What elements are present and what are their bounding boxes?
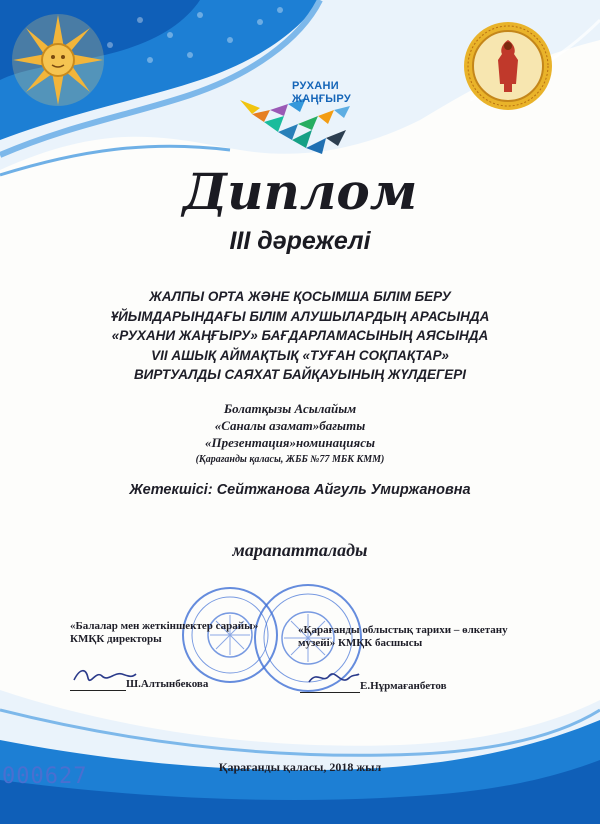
brand-logo-text xyxy=(292,80,351,106)
awardee-school: (Қарағанды қаласы, ЖББ №77 МБК КММ) xyxy=(195,454,385,465)
diploma-title: Диплом xyxy=(182,162,418,221)
sun-emblem-icon xyxy=(8,10,108,110)
footer-city-year: Қарағанды қаласы, 2018 жыл xyxy=(218,760,382,774)
right-signatory-org: «Қарағанды облыстық тарихи – өлкетану xyxy=(298,624,508,636)
awardee-name: Болатқызы Асылайым xyxy=(223,401,357,416)
description-line: ҰЙЫМДАРЫНДАҒЫ БІЛІМ АЛУШЫЛАРДЫҢ АРАСЫНДА xyxy=(110,308,490,324)
brand-line-2: ЖАҢҒЫРУ xyxy=(292,93,351,105)
left-signatory-role: КМҚК директоры xyxy=(70,633,162,645)
description-line: ЖАЛПЫ ОРТА ЖӘНЕ ҚОСЫМША БІЛІМ БЕРУ xyxy=(149,289,451,304)
left-signatory-name: Ш.Алтынбекова xyxy=(126,678,209,690)
right-signatory-role: музейі» КМҚК басшысы xyxy=(298,637,423,649)
left-signature-line xyxy=(70,690,126,691)
left-signatory xyxy=(70,620,280,646)
awardee-direction: «Саналы азамат»бағыты xyxy=(214,418,366,433)
supervisor-line: Жетекшісі: Сейтжанова Айгуль Умиржановна xyxy=(129,482,471,498)
awarded-text: марапатталады xyxy=(232,540,368,560)
description-line: «РУХАНИ ЖАҢҒЫРУ» БАҒДАРЛАМАСЫНЫҢ АЯСЫНДА xyxy=(111,328,489,343)
brand-line-1: РУХАНИ xyxy=(292,80,339,92)
diploma-degree: ІІІ дәрежелі xyxy=(229,227,371,255)
museum-seal-icon xyxy=(462,20,554,112)
right-signature-line xyxy=(300,692,360,693)
serial-number: 000627 xyxy=(2,764,88,789)
awardee-block xyxy=(160,400,420,468)
right-signatory xyxy=(298,624,548,650)
right-signature-icon xyxy=(305,664,360,690)
diploma-description xyxy=(0,287,600,385)
awardee-nomination: «Презентация»номинациясы xyxy=(204,435,376,450)
description-line: VII АШЫҚ АЙМАҚТЫҚ «ТУҒАН СОҚПАҚТАР» xyxy=(151,347,449,363)
left-signatory-org: «Балалар мен жеткіншектер сарайы» xyxy=(70,620,259,632)
right-signatory-name: Е.Нұрмағанбетов xyxy=(360,680,447,692)
description-line: ВИРТУАЛДЫ САЯХАТ БАЙҚАУЫНЫҢ ЖҮЛДЕГЕРІ xyxy=(133,367,467,382)
